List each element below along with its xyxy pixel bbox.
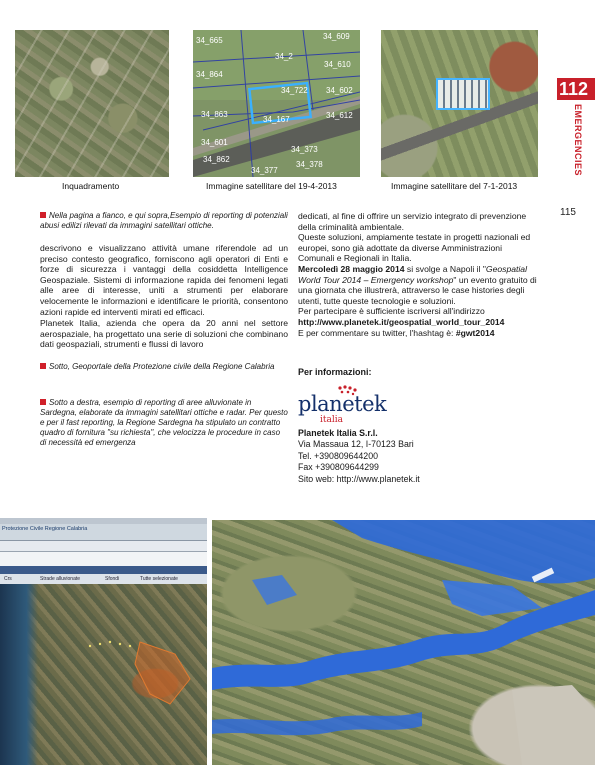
- tab-sfondi[interactable]: Sfondi: [105, 576, 120, 582]
- company-web[interactable]: Sito web: http://www.planetek.it: [298, 473, 420, 484]
- register-text: Per partecipare è sufficiente iscriversi all'indirizzo: [298, 306, 485, 317]
- geoportal-screenshot: [0, 518, 207, 765]
- tab-crs[interactable]: Crs: [4, 576, 12, 582]
- event-text: " un evento gratuito di una giornata che illustrerà, attraverso le case histories degli utenti, tutte queste tecnologie e soluzioni.: [298, 274, 537, 306]
- event-date: Mercoledì 28 maggio 2014: [298, 263, 405, 274]
- twitter-paragraph: [298, 328, 540, 339]
- register-paragraph: [298, 306, 540, 327]
- geoportal-toolbar: [0, 541, 207, 552]
- company-address: Via Massaua 12, I-70123 Bari: [298, 439, 414, 450]
- parcel-label: 34_610: [324, 60, 351, 69]
- logo-112: 112: [557, 78, 595, 100]
- page-number: 115: [560, 207, 576, 218]
- event-paragraph: [298, 264, 540, 306]
- parcel-label: 34_601: [201, 138, 228, 147]
- body-paragraph: Planetek Italia, azienda che opera da 20 anni nel settore aerospaziale, ha progettato una serie di soluzioni che combinano dati geospaziali, strumenti e flussi di lavoro: [40, 318, 288, 350]
- parcel-label: 34_665: [196, 36, 223, 45]
- twitter-text: E per commentare su twitter, l'hashtag è:: [298, 327, 456, 338]
- company-name: Planetek Italia S.r.l.: [298, 428, 378, 438]
- logo-emergencies-word: EMERGENCIES: [573, 104, 583, 177]
- caption-flood-report: [40, 398, 288, 448]
- red-square-bullet: [40, 363, 46, 369]
- geoportal-toolbar-2: [0, 552, 207, 566]
- caption-top-left: [40, 211, 288, 231]
- caption-overview: Inquadramento: [62, 181, 120, 191]
- solar-panel-highlight: [436, 78, 490, 110]
- hashtag[interactable]: #gwt2014: [455, 327, 495, 338]
- body-paragraph: Queste soluzioni, ampiamente testate in progetti nazionali ed europei, sono già adottate da diverse Amministrazioni Comunali e Regionali in Italia.: [298, 232, 531, 264]
- caption-text: Nella pagina a fianco, e qui sopra,Esempio di reporting di potenziali abusi edilizi rilevati da immagini satellitari ottiche.: [40, 211, 288, 230]
- parcel-label: 34_612: [326, 111, 353, 120]
- register-link[interactable]: http://www.planetek.it/geospatial_world_tour_2014: [298, 316, 505, 327]
- tab-strade[interactable]: Strade alluvionate: [40, 576, 81, 582]
- caption-text: Sotto a destra, esempio di reporting di aree alluvionate in Sardegna, elaborate da immagini satellitari ottiche e radar. Per questo e per il fast reporting, la Regione Sardegna ha stipulato un contratto quadro di fornitura "su richiesta", che velocizza le procedure in caso di necessità ed emergenza: [40, 398, 288, 447]
- parcel-label: 34_167: [263, 115, 290, 124]
- parcel-label: 34_377: [251, 166, 278, 175]
- red-square-bullet: [40, 212, 46, 218]
- caption-sat-2013-01: Immagine satellitare del 7-1-2013: [391, 181, 518, 191]
- parcel-label: 34_609: [323, 32, 350, 41]
- parcel-label: 34_602: [326, 86, 353, 95]
- parcel-label: 34_378: [296, 160, 323, 169]
- contact-block: [298, 428, 540, 485]
- planetek-italia: italia: [320, 415, 343, 425]
- parcel-label: 34_373: [291, 145, 318, 154]
- parcel-label: 34_722: [281, 86, 308, 95]
- caption-geoportale: [40, 362, 288, 372]
- satellite-image-2013-01-07: [381, 30, 538, 177]
- satellite-image-2013-04-19: [193, 30, 360, 177]
- parcel-label: 34_862: [203, 155, 230, 164]
- info-heading: Per informazioni:: [298, 367, 372, 377]
- caption-text: Sotto, Geoportale della Protezione civile della Regione Calabria: [49, 362, 275, 371]
- event-title: Geospatial World Tour 2014 – Emergency workshop: [298, 263, 527, 285]
- right-column-text: [298, 211, 540, 338]
- company-tel: Tel. +390809644200: [298, 450, 378, 461]
- red-square-bullet: [40, 399, 46, 405]
- geoportal-banner-text: Protezione Civile Regione Calabria: [2, 526, 88, 532]
- tab-tutte[interactable]: Tutte selezionate: [140, 576, 178, 582]
- caption-sat-2013-04: Immagine satellitare del 19-4-2013: [206, 181, 337, 191]
- geoportal-banner: [0, 524, 207, 541]
- planetek-wordmark: planetek: [298, 392, 387, 416]
- flood-map-sardegna: [212, 520, 595, 765]
- geoportal-tabs: [0, 574, 207, 584]
- parcel-label: 34_863: [201, 110, 228, 119]
- parcel-label: 34_864: [196, 70, 223, 79]
- event-text: si svolge a Napoli il ": [404, 263, 486, 274]
- geoportal-header: [0, 566, 207, 574]
- parcel-label: 34_2: [275, 52, 293, 61]
- body-paragraph: descrivono e visualizzano attività umane riferendole ad un preciso contesto geografico, forniscono agli operatori di Enti e forze di sicurezza i vantaggi della cosiddetta Intelligence Geospaziale. Sistemi di informazione rapida dei fenomeni legati alle aree di interesse, uniti a strumenti per elaborare velocemente le informazioni e identificare le priorità, consentono azioni rapide ed interventi mirati ed efficaci.: [40, 243, 288, 317]
- planetek-logo: [298, 384, 387, 425]
- satellite-image-overview: [15, 30, 169, 177]
- body-paragraph: dedicati, al fine di offrire un servizio integrato di prevenzione della criminalità ambientale.: [298, 211, 527, 232]
- company-fax: Fax +390809644299: [298, 462, 379, 473]
